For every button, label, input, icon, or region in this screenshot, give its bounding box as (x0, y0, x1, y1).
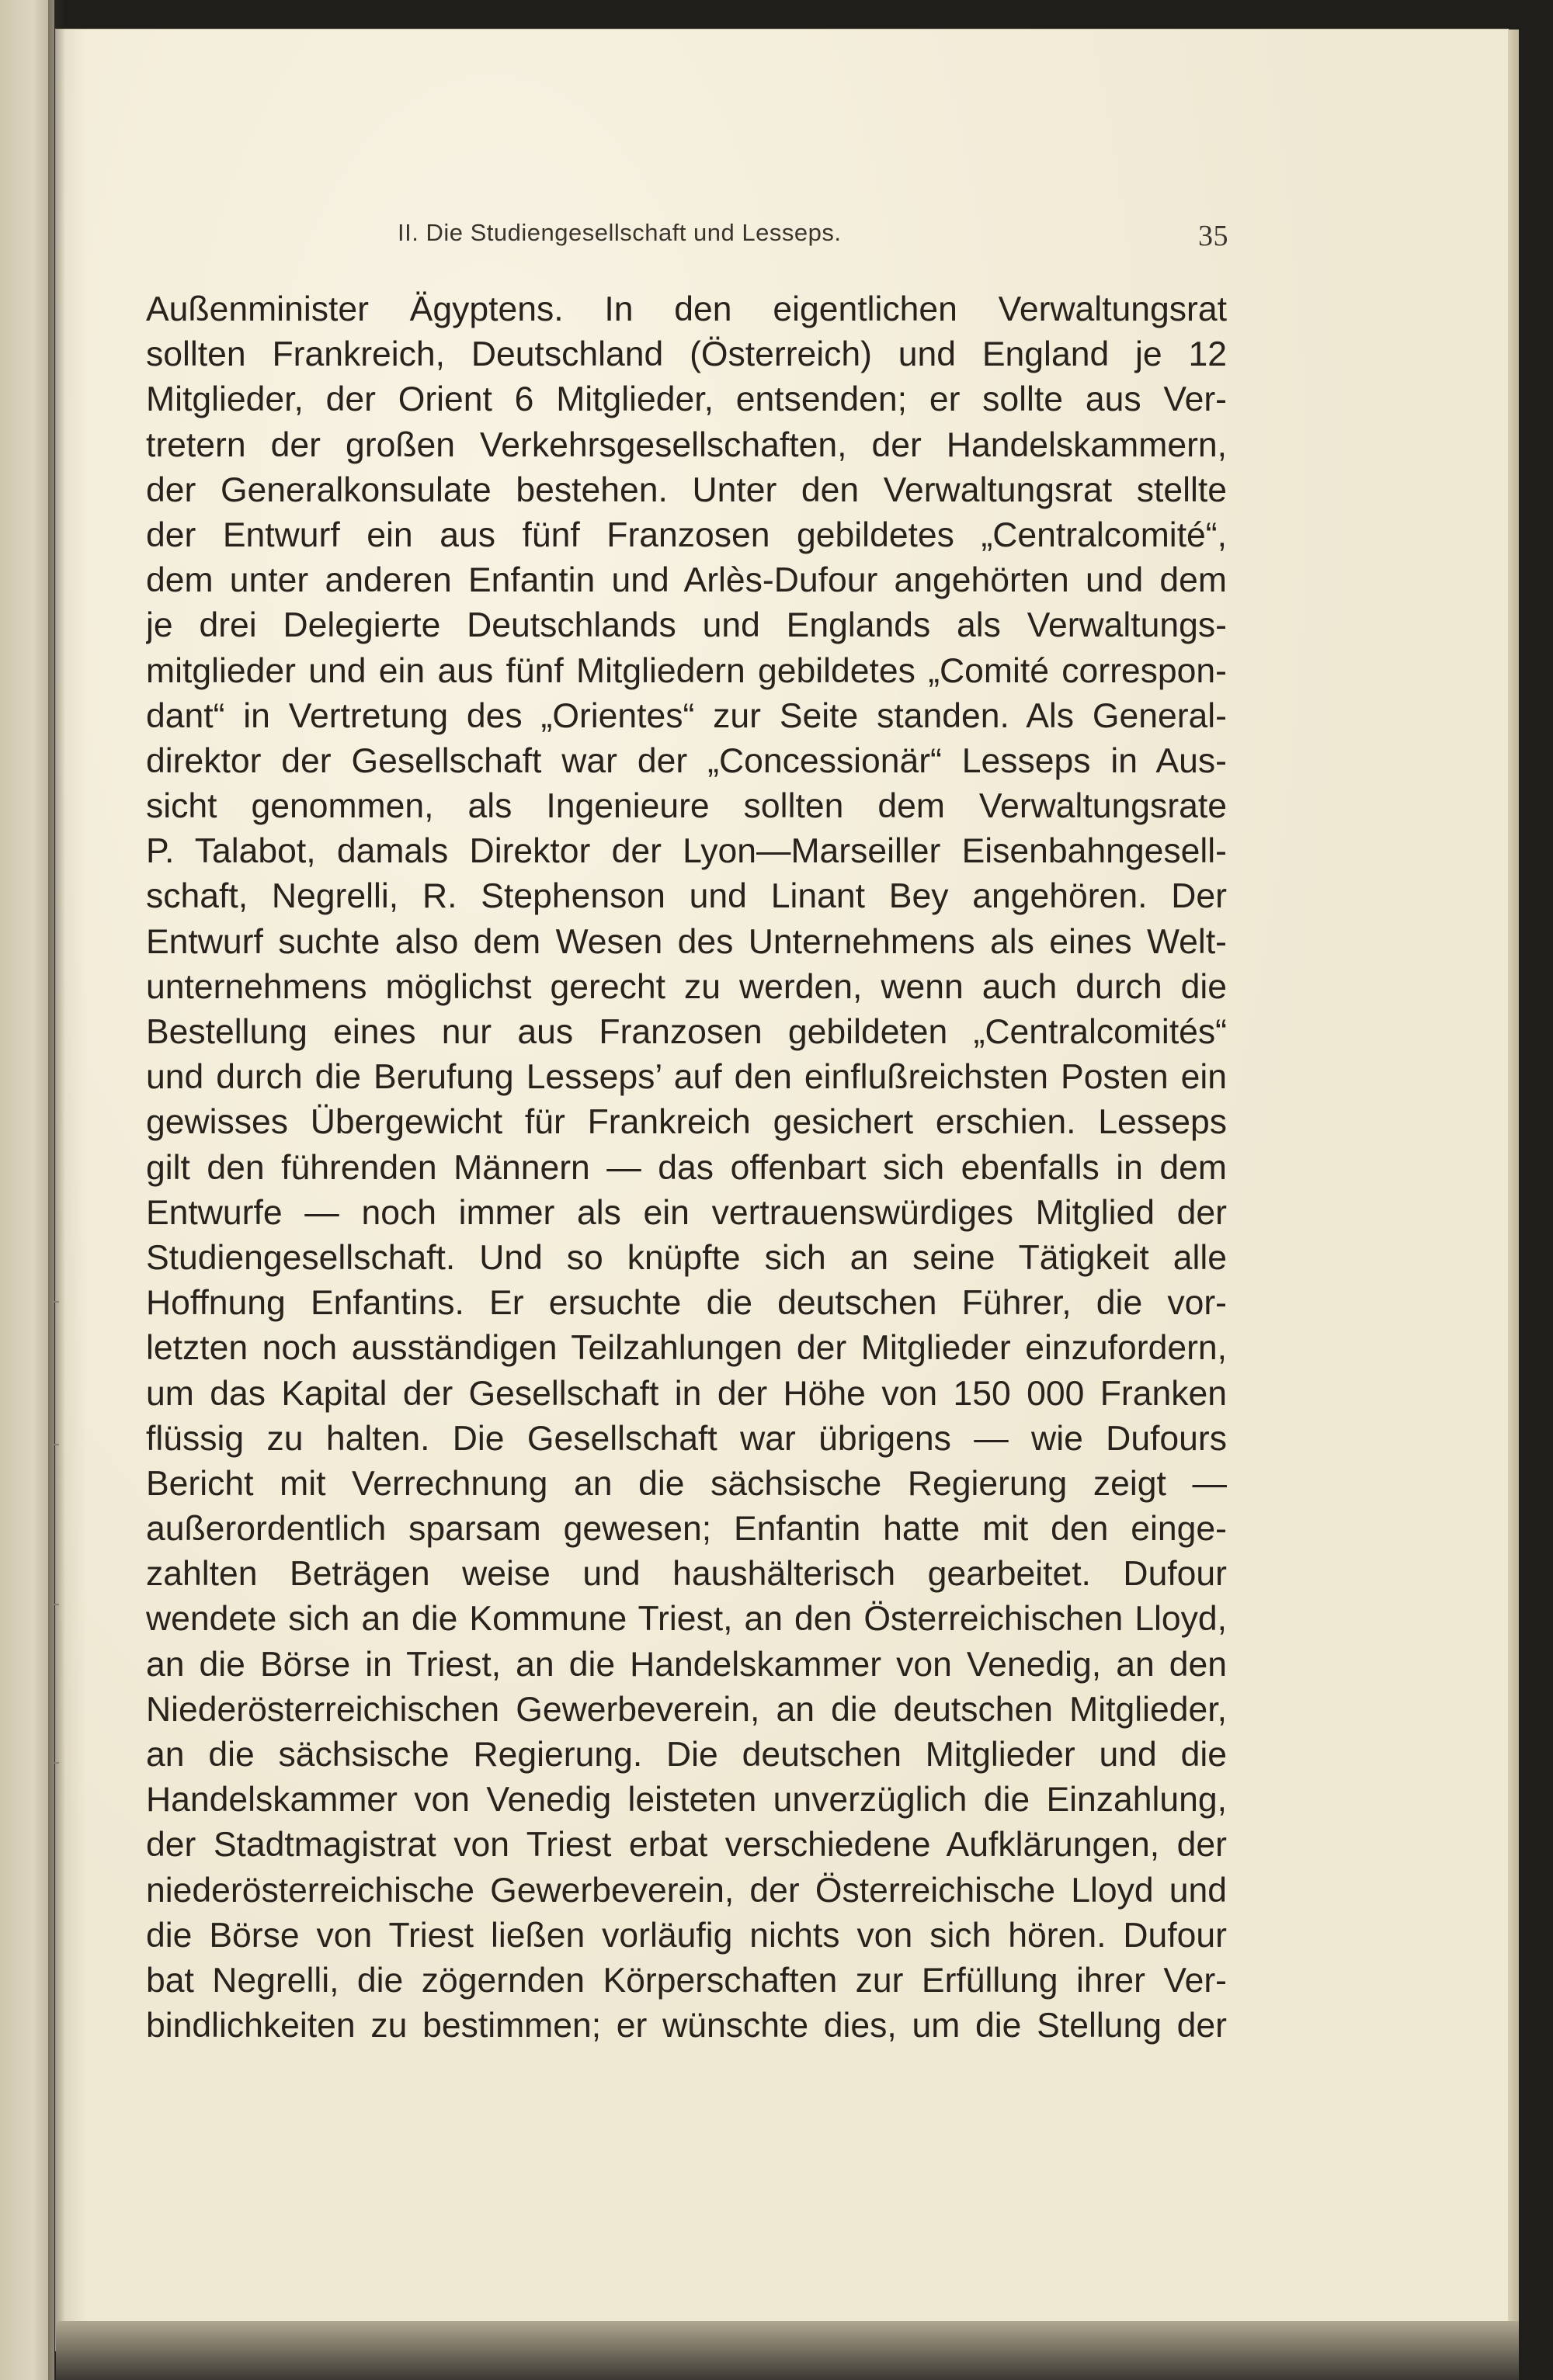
text-line: der Stadtmagistrat von Triest erbat verschiedene Aufklärungen, der (146, 1826, 1227, 1865)
text-line: dant“ in Vertretung des „Orientes“ zur Seite standen. Als General- (146, 696, 1227, 735)
margin-mark (51, 1444, 59, 1445)
text-line: P. Talabot, damals Direktor der Lyon—Marseiller Eisenbahngesell- (146, 832, 1227, 871)
text-line: Bestellung eines nur aus Franzosen gebildeten „Centralcomités“ (146, 1013, 1227, 1051)
text-line: Bericht mit Verrechnung an die sächsische Regierung zeigt — (146, 1464, 1227, 1503)
text-line: wendete sich an die Kommune Triest, an den Österreichischen Lloyd, (146, 1600, 1227, 1639)
margin-mark (51, 1301, 59, 1303)
text-line: zahlten Beträgen weise und haushälterisch gearbeitet. Dufour (146, 1555, 1227, 1594)
text-line: der Entwurf ein aus fünf Franzosen gebildetes „Centralcomité“, (146, 515, 1227, 554)
text-line: gewisses Übergewicht für Frankreich gesichert erschien. Lesseps (146, 1103, 1227, 1142)
text-line: an die Börse in Triest, an die Handelskammer von Venedig, an den (146, 1645, 1227, 1684)
text-line: flüssig zu halten. Die Gesellschaft war übrigens — wie Dufours (146, 1419, 1227, 1458)
margin-mark (51, 1604, 59, 1605)
text-line: unternehmens möglichst gerecht zu werden, wenn auch durch die (146, 967, 1227, 1006)
text-line: Außenminister Ägyptens. In den eigentlichen Verwaltungsrat (146, 290, 1227, 328)
text-line: die Börse von Triest ließen vorläufig nichts von sich hören. Dufour (146, 1916, 1227, 1955)
body-text (146, 287, 1227, 2049)
text-line: schaft, Negrelli, R. Stephenson und Linant Bey angehören. Der (146, 877, 1227, 916)
text-line: der Generalkonsulate bestehen. Unter den Verwaltungsrat stellte (146, 470, 1227, 509)
running-head-title: II. Die Studiengesellschaft und Lesseps. (398, 219, 842, 246)
text-line: direktor der Gesellschaft war der „Concessionär“ Lesseps in Aus- (146, 741, 1227, 780)
text-line: tretern der großen Verkehrsgesellschaften, der Handelskammern, (146, 425, 1227, 464)
text-line: je drei Delegierte Deutschlands und Englands als Verwaltungs- (146, 606, 1227, 645)
text-line: Studiengesellschaft. Und so knüpfte sich an seine Tätigkeit alle (146, 1238, 1227, 1277)
text-line: niederösterreichische Gewerbeverein, der Österreichische Lloyd und (146, 1871, 1227, 1910)
text-line: Handelskammer von Venedig leisteten unverzüglich die Einzahlung, (146, 1781, 1227, 1820)
text-line: Hoffnung Enfantins. Er ersuchte die deutschen Führer, die vor- (146, 1284, 1227, 1323)
text-line: bat Negrelli, die zögernden Körperschaften zur Erfüllung ihrer Ver- (146, 1961, 1227, 2000)
text-line: bindlichkeiten zu bestimmen; er wünschte dies, um die Stellung der (146, 2007, 1227, 2045)
text-line: und durch die Berufung Lesseps’ auf den einflußreichsten Posten ein (146, 1058, 1227, 1097)
text-line: dem unter anderen Enfantin und Arlès-Dufour angehörten und dem (146, 561, 1227, 600)
text-line: Mitglieder, der Orient 6 Mitglieder, entsenden; er sollte aus Ver- (146, 380, 1227, 419)
running-head (398, 219, 1228, 256)
page-number: 35 (1198, 220, 1228, 252)
text-line: Entwurf suchte also dem Wesen des Unternehmens als eines Welt- (146, 922, 1227, 961)
margin-mark (51, 1762, 59, 1764)
facing-page-edge (0, 0, 54, 2380)
text-line: um das Kapital der Gesellschaft in der Höhe von 150 000 Franken (146, 1374, 1227, 1413)
text-line: Niederösterreichischen Gewerbeverein, an die deutschen Mitglieder, (146, 1690, 1227, 1729)
text-line: sicht genommen, als Ingenieure sollten dem Verwaltungsrate (146, 787, 1227, 826)
text-line: an die sächsische Regierung. Die deutschen Mitglieder und die (146, 1736, 1227, 1774)
text-line: Entwurfe — noch immer als ein vertrauenswürdiges Mitglied der (146, 1193, 1227, 1232)
text-line: mitglieder und ein aus fünf Mitgliedern gebildetes „Comité correspon- (146, 651, 1227, 690)
text-line: außerordentlich sparsam gewesen; Enfantin hatte mit den einge- (146, 1510, 1227, 1549)
spine-shadow (48, 0, 65, 2380)
text-line: letzten noch ausständigen Teilzahlungen der Mitglieder einzufordern, (146, 1329, 1227, 1368)
text-line: sollten Frankreich, Deutschland (Österreich) und England je 12 (146, 335, 1227, 374)
page-fore-edge (1508, 29, 1519, 2351)
bottom-page-edge (56, 2321, 1519, 2380)
text-line: gilt den führenden Männern — das offenbart sich ebenfalls in dem (146, 1148, 1227, 1187)
